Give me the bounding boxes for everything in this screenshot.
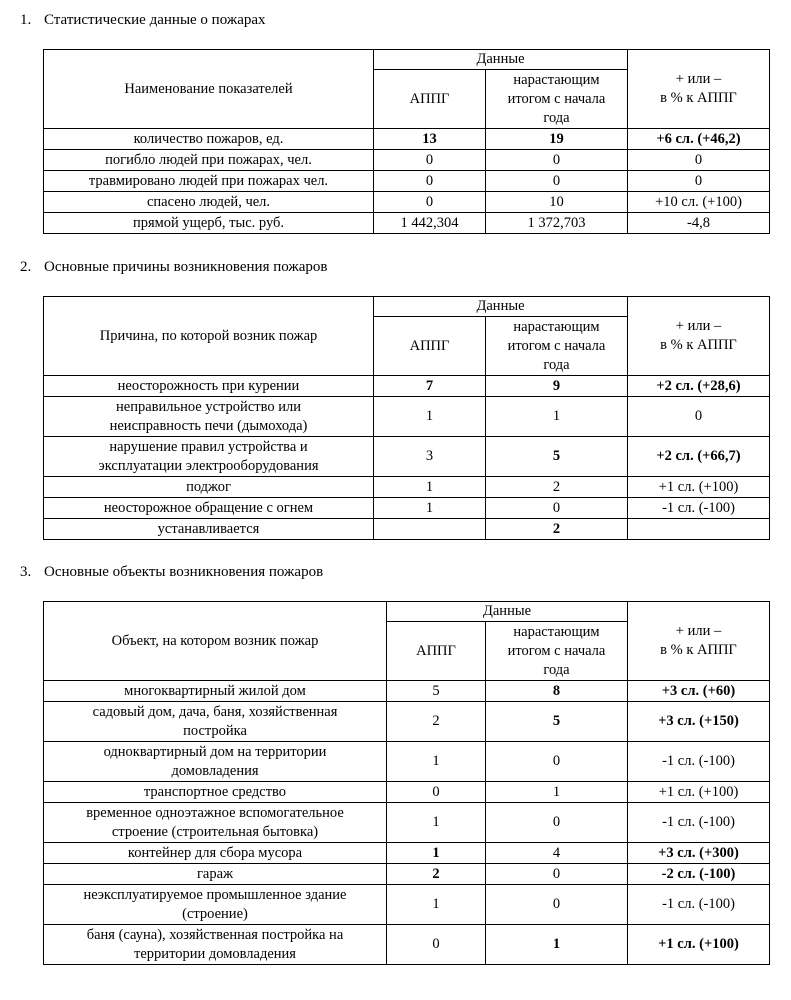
row-appg: 0 — [374, 150, 486, 171]
data-group-header: Данные — [387, 602, 628, 622]
section-3-title-text: Основные объекты возникновения пожаров — [44, 564, 324, 580]
cumulative-column-header — [486, 317, 628, 376]
row-appg — [374, 519, 486, 540]
row-cumulative: 0 — [486, 171, 628, 192]
row-cumulative: 1 — [486, 925, 628, 965]
row-appg: 0 — [374, 171, 486, 192]
row-name: неосторожное обращение с огнем — [44, 498, 374, 519]
row-diff: +10 сл. (+100) — [628, 192, 770, 213]
row-cumulative: 0 — [486, 498, 628, 519]
table-row — [44, 498, 770, 519]
diff-header-line: + или – — [675, 71, 722, 87]
row-diff: -1 сл. (-100) — [628, 803, 770, 843]
row-name: спасено людей, чел. — [44, 192, 374, 213]
cause-column-header: Причина, по которой возник пожар — [44, 297, 374, 376]
object-column-header: Объект, на котором возник пожар — [44, 602, 387, 681]
row-diff: -4,8 — [628, 213, 770, 234]
row-diff: +3 сл. (+60) — [628, 681, 770, 702]
row-appg: 1 — [387, 803, 486, 843]
data-group-header: Данные — [374, 297, 628, 317]
row-diff: 0 — [628, 150, 770, 171]
row-diff: +3 сл. (+300) — [628, 843, 770, 864]
row-cumulative: 1 372,703 — [486, 213, 628, 234]
row-name-line: строение (строительная бытовка) — [111, 823, 319, 840]
row-name: устанавливается — [44, 519, 374, 540]
row-name-line: садовый дом, дача, баня, хозяйственная — [92, 703, 338, 720]
row-cumulative: 0 — [486, 885, 628, 925]
fire-objects-table — [43, 601, 770, 965]
cumulative-column-header — [486, 70, 628, 129]
row-appg: 13 — [374, 129, 486, 150]
table-row — [44, 864, 770, 885]
row-diff — [628, 519, 770, 540]
row-name-line: неэксплуатируемое промышленное здание — [83, 886, 347, 903]
cumulative-header-line: года — [543, 109, 570, 126]
row-diff: 0 — [628, 397, 770, 437]
row-cumulative: 8 — [486, 681, 628, 702]
row-diff: +2 сл. (+28,6) — [628, 376, 770, 397]
cumulative-header-line: нарастающим — [513, 623, 600, 640]
table-row — [44, 150, 770, 171]
table-row — [44, 681, 770, 702]
row-cumulative: 9 — [486, 376, 628, 397]
row-appg: 1 — [374, 498, 486, 519]
row-cumulative: 0 — [486, 742, 628, 782]
row-diff: -1 сл. (-100) — [628, 742, 770, 782]
table-row — [44, 213, 770, 234]
row-name: травмировано людей при пожарах чел. — [44, 171, 374, 192]
diff-header-line: + или – — [675, 318, 722, 334]
row-name-line: временное одноэтажное вспомогательное — [86, 804, 344, 821]
row-cumulative: 5 — [486, 702, 628, 742]
row-name: транспортное средство — [44, 782, 387, 803]
row-name — [44, 437, 374, 477]
row-name-line: неправильное устройство или — [116, 398, 301, 415]
row-cumulative: 5 — [486, 437, 628, 477]
row-name — [44, 702, 387, 742]
table-row — [44, 782, 770, 803]
table-row — [44, 477, 770, 498]
row-diff: -2 сл. (-100) — [628, 864, 770, 885]
section-3-title — [20, 563, 323, 581]
row-name-line: территории домовладения — [134, 945, 296, 962]
cumulative-header-line: нарастающим — [513, 71, 600, 88]
row-appg: 0 — [387, 782, 486, 803]
row-diff: +1 сл. (+100) — [628, 477, 770, 498]
cumulative-header-line: итогом с начала — [507, 337, 606, 354]
row-diff: +6 сл. (+46,2) — [628, 129, 770, 150]
row-cumulative: 0 — [486, 864, 628, 885]
row-cumulative: 10 — [486, 192, 628, 213]
fire-causes-table — [43, 296, 770, 540]
appg-column-header: АППГ — [374, 70, 486, 129]
section-1-title-text: Статистические данные о пожарах — [44, 12, 266, 28]
table-row — [44, 885, 770, 925]
row-name-line: баня (сауна), хозяйственная постройка на — [86, 926, 344, 943]
row-appg: 1 — [387, 742, 486, 782]
table-row — [44, 803, 770, 843]
row-cumulative: 0 — [486, 150, 628, 171]
row-diff: +1 сл. (+100) — [628, 925, 770, 965]
row-cumulative: 0 — [486, 803, 628, 843]
row-name-line: неисправность печи (дымохода) — [109, 417, 308, 434]
appg-column-header: АППГ — [387, 622, 486, 681]
row-cumulative: 1 — [486, 397, 628, 437]
cumulative-header-line: года — [543, 661, 570, 678]
row-appg: 1 — [374, 477, 486, 498]
row-diff: +1 сл. (+100) — [628, 782, 770, 803]
row-appg: 2 — [387, 864, 486, 885]
row-name — [44, 885, 387, 925]
row-name-line: домовладения — [171, 762, 259, 779]
row-cumulative: 2 — [486, 519, 628, 540]
row-name — [44, 803, 387, 843]
row-appg: 1 — [387, 885, 486, 925]
section-1-number: 1. — [20, 12, 32, 28]
row-cumulative: 1 — [486, 782, 628, 803]
row-name: поджог — [44, 477, 374, 498]
table-row — [44, 437, 770, 477]
row-name-line: эксплуатации электрооборудования — [98, 457, 319, 474]
row-diff: +3 сл. (+150) — [628, 702, 770, 742]
row-appg: 1 442,304 — [374, 213, 486, 234]
row-name-line: одноквартирный дом на территории — [103, 743, 327, 760]
row-appg: 0 — [387, 925, 486, 965]
diff-header-line: в % к АППГ — [660, 90, 737, 106]
cumulative-header-line: года — [543, 356, 570, 373]
cumulative-column-header — [486, 622, 628, 681]
section-2-title — [20, 258, 327, 276]
diff-column-header — [628, 297, 770, 376]
row-diff: -1 сл. (-100) — [628, 498, 770, 519]
row-diff: -1 сл. (-100) — [628, 885, 770, 925]
table-row — [44, 519, 770, 540]
cumulative-header-line: итогом с начала — [507, 642, 606, 659]
section-2-number: 2. — [20, 259, 32, 275]
table-row — [44, 742, 770, 782]
row-name: гараж — [44, 864, 387, 885]
section-3-number: 3. — [20, 564, 32, 580]
table-row — [44, 925, 770, 965]
row-name — [44, 742, 387, 782]
row-name — [44, 925, 387, 965]
row-appg: 3 — [374, 437, 486, 477]
row-appg: 1 — [374, 397, 486, 437]
row-name: неосторожность при курении — [44, 376, 374, 397]
row-diff: 0 — [628, 171, 770, 192]
row-name-line: (строение) — [182, 905, 248, 922]
diff-header-line: в % к АППГ — [660, 642, 737, 658]
diff-header-line: в % к АППГ — [660, 337, 737, 353]
fire-statistics-table — [43, 49, 770, 234]
row-name: погибло людей при пожарах, чел. — [44, 150, 374, 171]
table-row — [44, 129, 770, 150]
row-appg: 5 — [387, 681, 486, 702]
cumulative-header-line: итогом с начала — [507, 90, 606, 107]
row-name: количество пожаров, ед. — [44, 129, 374, 150]
row-name-line: нарушение правил устройства и — [109, 438, 308, 455]
name-column-header: Наименование показателей — [44, 50, 374, 129]
table-row — [44, 702, 770, 742]
row-name: прямой ущерб, тыс. руб. — [44, 213, 374, 234]
row-diff: +2 сл. (+66,7) — [628, 437, 770, 477]
table-row — [44, 843, 770, 864]
table-row — [44, 171, 770, 192]
row-name: контейнер для сбора мусора — [44, 843, 387, 864]
row-name-line: постройка — [183, 722, 247, 739]
table-row — [44, 376, 770, 397]
table-row — [44, 397, 770, 437]
diff-column-header — [628, 50, 770, 129]
row-cumulative: 4 — [486, 843, 628, 864]
row-appg: 0 — [374, 192, 486, 213]
appg-column-header: АППГ — [374, 317, 486, 376]
section-2-title-text: Основные причины возникновения пожаров — [44, 259, 328, 275]
section-1-title — [20, 11, 266, 29]
row-appg: 2 — [387, 702, 486, 742]
row-name: многоквартирный жилой дом — [44, 681, 387, 702]
diff-header-line: + или – — [675, 623, 722, 639]
row-cumulative: 2 — [486, 477, 628, 498]
row-appg: 1 — [387, 843, 486, 864]
cumulative-header-line: нарастающим — [513, 318, 600, 335]
row-appg: 7 — [374, 376, 486, 397]
data-group-header: Данные — [374, 50, 628, 70]
table-row — [44, 192, 770, 213]
row-cumulative: 19 — [486, 129, 628, 150]
diff-column-header — [628, 602, 770, 681]
row-name — [44, 397, 374, 437]
